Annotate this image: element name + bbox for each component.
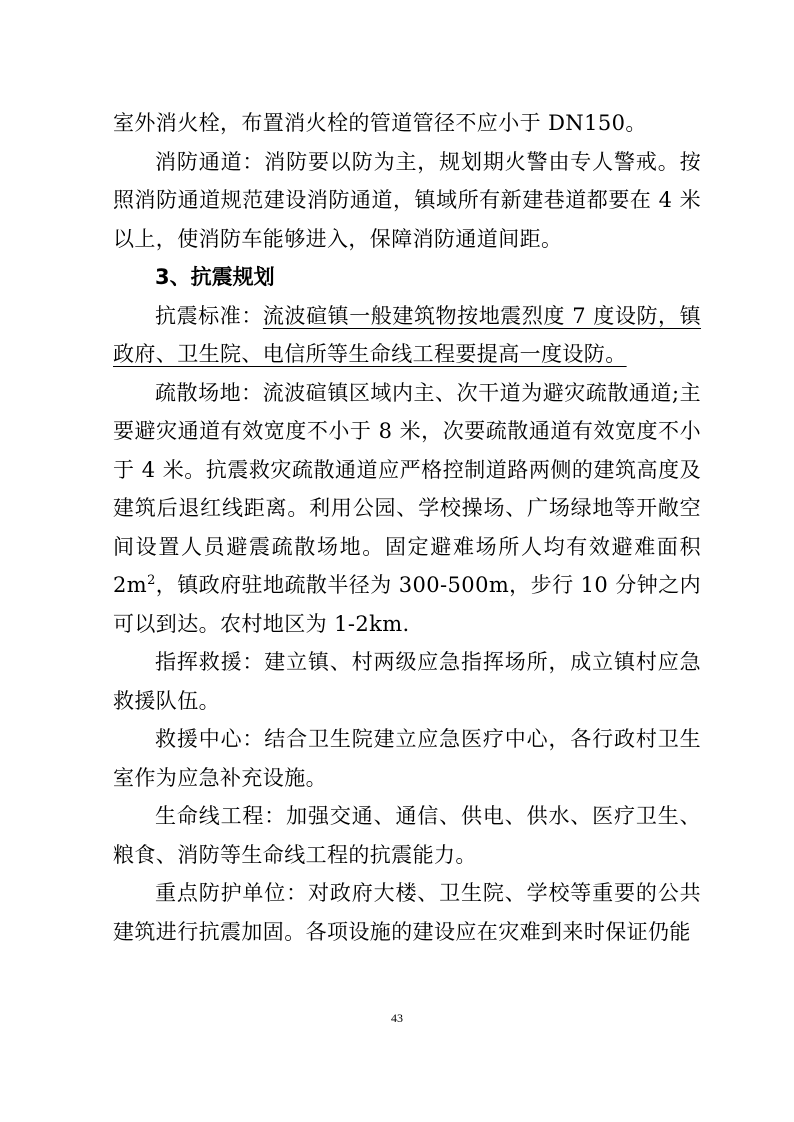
page-number: 43 <box>391 1011 403 1025</box>
paragraph-fire-hydrant: 室外消火栓，布置消火栓的管道管径不应小于 DN150。 <box>113 111 647 135</box>
paragraph-fire-access: 消防通道：消防要以防为主，规划期火警由专人警戒。按照消防通道规范建设消防通道，镇域所有新建巷道都要在 4 米以上，使消防车能够进入，保障消防通道间距。 <box>113 149 701 251</box>
document-body <box>113 104 701 951</box>
paragraph-key-protection: 重点防护单位：对政府大楼、卫生院、学校等重要的公共建筑进行抗震加固。各项设施的建设应在灾难到来时保证仍能 <box>113 881 701 944</box>
paragraph-evacuation-site <box>113 374 701 644</box>
section-heading-seismic: 3、抗震规划 <box>155 265 275 289</box>
paragraph-rescue-center: 救援中心：结合卫生院建立应急医疗中心，各行政村卫生室作为应急补充设施。 <box>113 727 701 790</box>
evacuation-text-part2: ，镇政府驻地疏散半径为 300-500m，步行 10 分钟之内可以到达。农村地区为 1-2km. <box>113 573 701 636</box>
evacuation-text-part1: 疏散场地：流波碹镇区域内主、次干道为避灾疏散通道;主要避灾通道有效宽度不小于 8 米，次要疏散通道有效宽度不小于 4 米。抗震救灾疏散通道应严格控制道路两侧的建筑高度及建筑后退红线距离。利用公园、学校操场、广场绿地等开敞空间设置人员避震疏散场地。固定避难场所人均有效避难面积 2m <box>113 380 701 597</box>
paragraph-seismic-standard <box>113 297 701 374</box>
superscript-squared: 2 <box>147 573 156 588</box>
paragraph-command-rescue: 指挥救援：建立镇、村两级应急指挥场所，成立镇村应急救援队伍。 <box>113 650 701 713</box>
seismic-standard-text: 流波碹镇一般建筑物按地震烈度 7 度设防，镇政府、卫生院、电信所等生命线工程要提高一度设防。 <box>113 303 702 366</box>
seismic-standard-label: 抗震标准： <box>155 303 263 328</box>
paragraph-lifeline: 生命线工程：加强交通、通信、供电、供水、医疗卫生、粮食、消防等生命线工程的抗震能力。 <box>113 804 701 867</box>
